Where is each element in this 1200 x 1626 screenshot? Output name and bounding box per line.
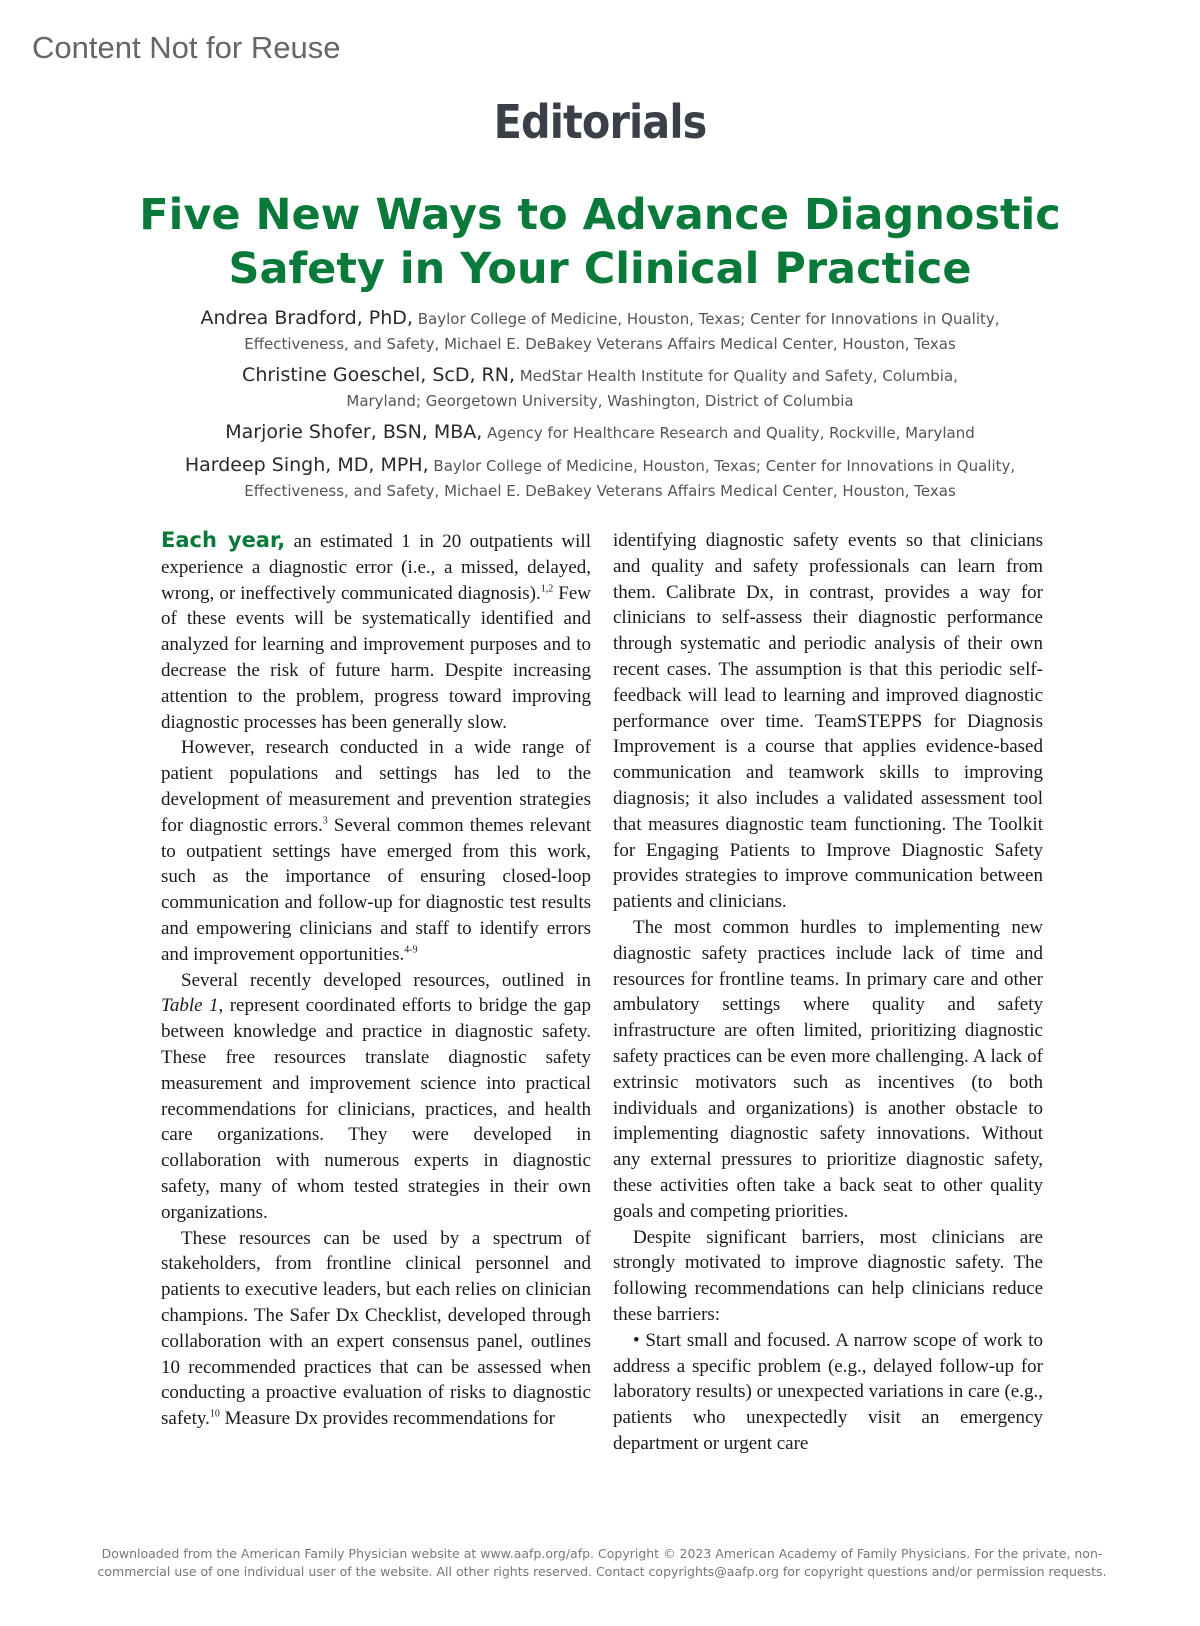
body-column-left xyxy=(161,528,591,1432)
author-name: Hardeep Singh, MD, MPH, xyxy=(184,454,429,476)
author-block xyxy=(150,362,1050,413)
citation: 3 xyxy=(322,815,328,827)
paragraph-text: However, research conducted in a wide range of patient populations and settings has led to the development of measurement and prevention strategies for diagnostic errors. xyxy=(161,737,591,836)
author-affiliation-cont: Effectiveness, and Safety, Michael E. DeBakey Veterans Affairs Medical Center, Houston, Texas xyxy=(244,335,956,353)
author-affiliation: Baylor College of Medicine, Houston, Texas; Center for Innovations in Quality, xyxy=(417,310,1000,328)
author-list xyxy=(150,305,1050,509)
paragraph-text: Several common themes relevant to outpatient settings have emerged from this work, such as the importance of ensuring closed-loop communication and follow-up for diagnostic test results and empowering clinicians and staff to identify errors and improvement opportunities. xyxy=(161,814,591,965)
author-affiliation-cont: Effectiveness, and Safety, Michael E. DeBakey Veterans Affairs Medical Center, Houston, Texas xyxy=(244,482,956,500)
body-paragraph xyxy=(161,528,591,735)
title-line-1: Five New Ways to Advance Diagnostic xyxy=(139,190,1061,240)
watermark: Content Not for Reuse xyxy=(32,30,341,65)
table-reference: Table 1 xyxy=(161,995,219,1017)
copyright-footer xyxy=(72,1545,1132,1581)
footer-line: commercial use of one individual user of the website. All other rights reserved. Contact copyrights@aafp.org for copyright questions and/or permission requests. xyxy=(97,1564,1107,1579)
author-block xyxy=(150,419,1050,446)
author-affiliation: MedStar Health Institute for Quality and Safety, Columbia, xyxy=(519,367,958,385)
bullet-item: • Start small and focused. A narrow scope of work to address a specific problem (e.g., delayed follow-up for laboratory results) or unexpected variations in care (e.g., patients who unexpectedly visit an emergency department or urgent care xyxy=(613,1329,1043,1454)
citation: 1,2 xyxy=(540,583,554,595)
body-paragraph xyxy=(161,968,591,1226)
body-paragraph: Despite significant barriers, most clinicians are strongly motivated to improve diagnostic safety. The following recommendations can help clinicians reduce these barriers: xyxy=(613,1226,1043,1325)
author-affiliation-cont: Maryland; Georgetown University, Washington, District of Columbia xyxy=(346,392,854,410)
footer-line: Downloaded from the American Family Physician website at www.aafp.org/afp. Copyright © 2023 American Academy of Family Physicians. For the private, non- xyxy=(101,1546,1103,1561)
author-name: Christine Goeschel, ScD, RN, xyxy=(242,364,515,386)
author-affiliation: Agency for Healthcare Research and Quality, Rockville, Maryland xyxy=(487,424,975,442)
citation: 4-9 xyxy=(404,944,418,956)
body-paragraph: The most common hurdles to implementing new diagnostic safety practices include lack of time and resources for frontline teams. In primary care and other ambulatory settings where quality and safety infrastructure are often limited, prioritizing diagnostic safety practices can be even more challenging. A lack of extrinsic motivators such as incentives (to both individuals and organizations) is another obstacle to implementing diagnostic safety innovations. Without any external pressures to prioritize diagnostic safety, these activities often take a back seat to other quality goals and competing priorities. xyxy=(613,916,1043,1222)
paragraph-text: These resources can be used by a spectrum of stakeholders, from frontline clinical personnel and patients to executive leaders, but each relies on clinician champions. The Safer Dx Checklist, developed through collaboration with an expert consensus panel, outlines 10 recommended practices that can be assessed when conducting a proactive evaluation of risks to diagnostic safety. xyxy=(161,1227,591,1430)
body-paragraph xyxy=(161,735,591,967)
paragraph-text: Measure Dx provides recommendations for xyxy=(219,1408,555,1430)
author-name: Marjorie Shofer, BSN, MBA, xyxy=(225,421,483,443)
author-name: Andrea Bradford, PhD, xyxy=(200,307,413,329)
author-affiliation: Baylor College of Medicine, Houston, Texas; Center for Innovations in Quality, xyxy=(433,457,1016,475)
paragraph-text: Several recently developed resources, outlined in xyxy=(181,969,591,991)
citation: 10 xyxy=(209,1408,220,1420)
body-column-right xyxy=(613,528,1043,1457)
paragraph-text: an estimated 1 in 20 outpatients will experience a diagnostic error (i.e., a missed, delayed, wrong, or ineffectively communicated diagnosis). xyxy=(161,531,591,604)
title-line-2: Safety in Your Clinical Practice xyxy=(228,244,972,294)
article-title xyxy=(0,188,1200,296)
body-paragraph xyxy=(161,1226,591,1432)
paragraph-text: , represent coordinated efforts to bridge the gap between knowledge and practice in diagnostic safety. These free resources translate diagnostic safety measurement and improvement science into practical recommendations for clinicians, practices, and health care organizations. They were developed in collaboration with numerous experts in diagnostic safety, many of whom tested strategies in their own organizations. xyxy=(161,995,591,1223)
body-paragraph: identifying diagnostic safety events so that clinicians and quality and safety professionals can learn from them. Calibrate Dx, in contrast, provides a way for clinicians to self-assess their diagnostic performance through systematic and periodic analysis of their own recent cases. The assumption is that this periodic self-feedback will lead to learning and improved diagnostic performance over time. TeamSTEPPS for Diagnosis Improvement is a course that applies evidence-based communication and teamwork skills to improving diagnosis; it also includes a validated assessment tool that measures diagnostic team functioning. The Toolkit for Engaging Patients to Improve Diagnostic Safety provides strategies to improve communication between patients and clinicians. xyxy=(613,530,1043,913)
paragraph-text: Few of these events will be systematically identified and analyzed for learning and improvement purposes and to decrease the risk of future harm. Despite increasing attention to the problem, progress toward improving diagnostic processes has been generally slow. xyxy=(161,582,591,733)
author-block xyxy=(150,452,1050,503)
lead-in: Each year, xyxy=(161,528,286,552)
section-heading: Editorials xyxy=(493,95,707,149)
author-block xyxy=(150,305,1050,356)
